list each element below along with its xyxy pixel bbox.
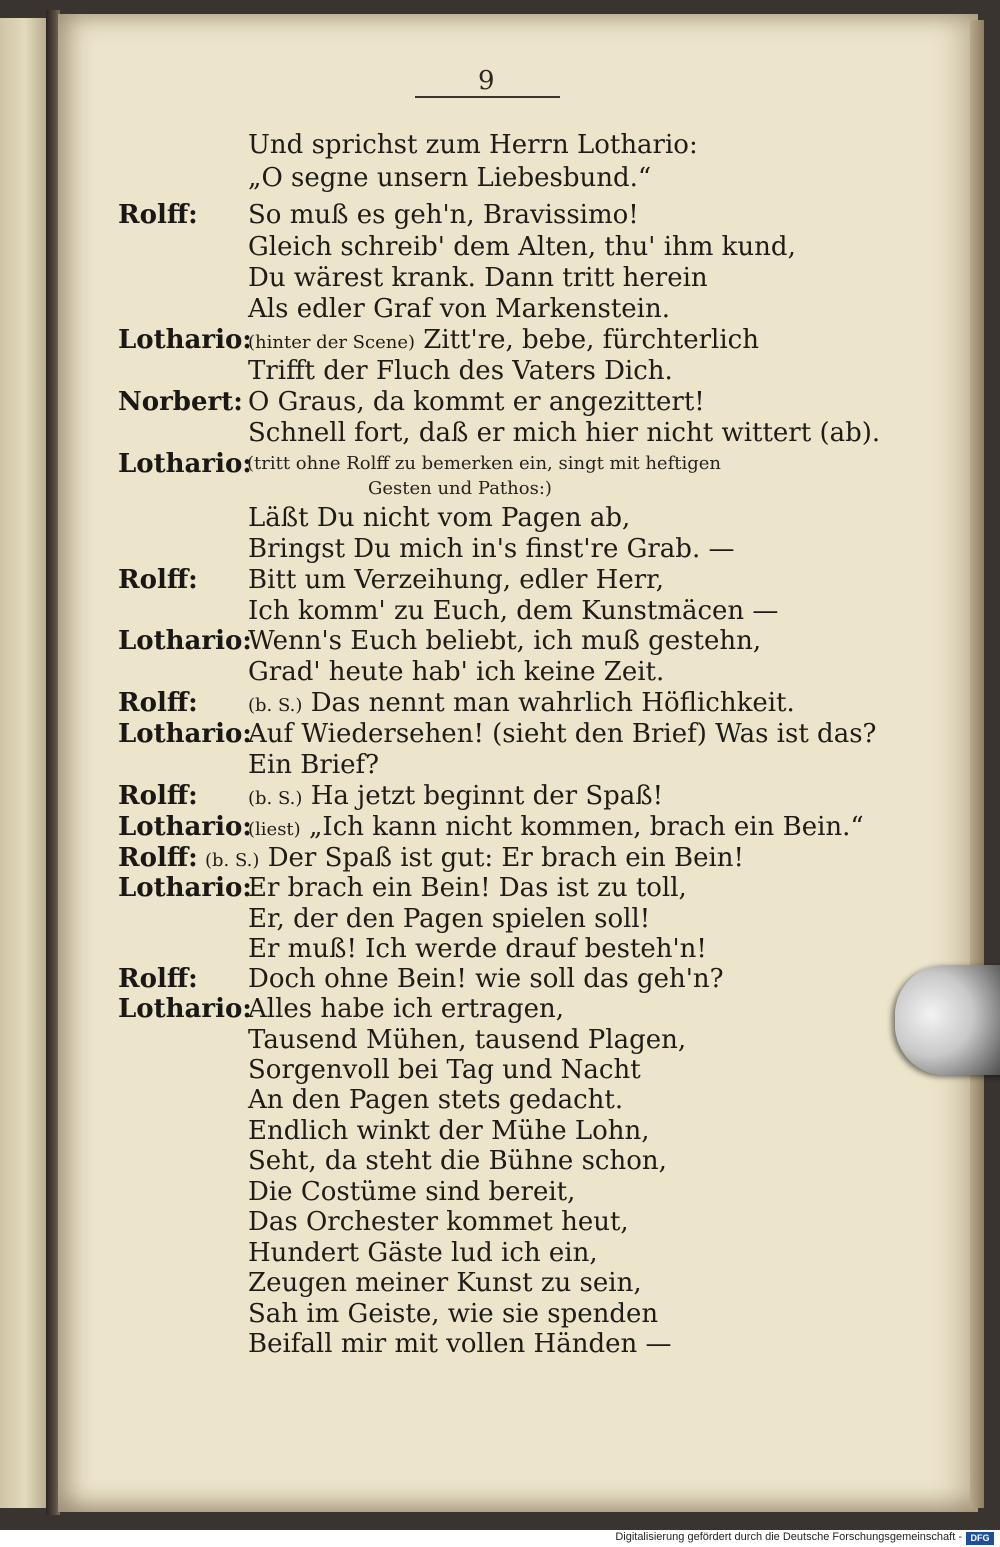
speaker-label: Lothario:	[118, 994, 252, 1024]
dfg-logo: DFG	[966, 1532, 994, 1545]
verse-line: Der Spaß ist gut: Er brach ein Bein!	[267, 843, 744, 873]
verse-line: Alles habe ich ertragen,	[248, 994, 565, 1024]
stage-direction: (b. S.)	[248, 788, 303, 809]
verse-line: „Ich kann nicht kommen, brach ein Bein.“	[308, 812, 864, 842]
speaker-label: Rolff:	[118, 565, 198, 595]
verse-line: Schnell fort, daß er mich hier nicht wittert (ab).	[248, 418, 881, 448]
verse-line: Seht, da steht die Bühne schon,	[248, 1146, 667, 1176]
speaker-label: Lothario:	[118, 449, 252, 479]
verse-line: Beifall mir mit vollen Händen —	[248, 1329, 672, 1359]
verse-line: Du wärest krank. Dann tritt herein	[248, 263, 708, 293]
verse-line: Trifft der Fluch des Vaters Dich.	[248, 356, 673, 386]
verse-line: Ha jetzt beginnt der Spaß!	[310, 781, 664, 811]
verse-line: Er, der den Pagen spielen soll!	[248, 904, 651, 934]
left-page-edge	[0, 18, 46, 1508]
speaker-label: Rolff:	[118, 781, 198, 811]
verse-line: Gleich schreib' dem Alten, thu' ihm kund,	[248, 232, 796, 262]
speaker-label: Rolff:	[118, 688, 198, 718]
stage-direction: (hinter der Scene)	[248, 332, 416, 353]
verse-line: Zitt're, bebe, fürchterlich	[423, 325, 759, 355]
verse-line: „O segne unsern Liebesbund.“	[248, 163, 652, 193]
stage-direction: (b. S.)	[205, 850, 260, 871]
header-rule	[415, 96, 560, 98]
stage-direction: (tritt ohne Rolff zu bemerken ein, singt mit heftigen	[247, 453, 721, 474]
verse-line: Endlich winkt der Mühe Lohn,	[248, 1116, 650, 1146]
speaker-label: Rolff:	[118, 200, 198, 230]
speaker-label: Rolff:	[118, 843, 198, 873]
verse-line: Bringst Du mich in's finst're Grab. —	[248, 534, 735, 564]
verse-line: Die Costüme sind bereit,	[248, 1177, 576, 1207]
verse-line: Zeugen meiner Kunst zu sein,	[248, 1268, 642, 1298]
verse-line: Bitt um Verzeihung, edler Herr,	[248, 565, 665, 595]
verse-line: Ich komm' zu Euch, dem Kunstmäcen —	[248, 596, 779, 626]
speaker-label: Lothario:	[118, 873, 252, 903]
verse-line: An den Pagen stets gedacht.	[248, 1085, 624, 1115]
verse-line: Das Orchester kommet heut,	[248, 1207, 629, 1237]
verse-line: Und sprichst zum Herrn Lothario:	[248, 130, 698, 160]
stage-direction: (b. S.)	[248, 695, 303, 716]
stage-direction: (liest)	[248, 819, 301, 840]
verse-line: Doch ohne Bein! wie soll das geh'n?	[248, 964, 724, 994]
verse-line: Er muß! Ich werde drauf besteh'n!	[248, 934, 707, 964]
verse-line: Tausend Mühen, tausend Plagen,	[248, 1025, 687, 1055]
verse-line: O Graus, da kommt er angezittert!	[248, 387, 705, 417]
verse-line: Wenn's Euch beliebt, ich muß gestehn,	[248, 626, 762, 656]
verse-line: Sorgenvoll bei Tag und Nacht	[248, 1055, 641, 1085]
book-clip-tab	[895, 965, 1000, 1075]
verse-line: Grad' heute hab' ich keine Zeit.	[248, 657, 665, 687]
speaker-label: Rolff:	[118, 964, 198, 994]
right-page-edge	[970, 20, 984, 1508]
verse-line: Läßt Du nicht vom Pagen ab,	[248, 503, 631, 533]
speaker-label: Lothario:	[118, 325, 252, 355]
verse-line: Hundert Gäste lud ich ein,	[248, 1238, 598, 1268]
verse-line: Das nennt man wahrlich Höflichkeit.	[310, 688, 795, 718]
speaker-label: Lothario:	[118, 719, 252, 749]
verse-line: So muß es geh'n, Bravissimo!	[248, 200, 639, 230]
footer-bar	[0, 1530, 1000, 1547]
speaker-label: Norbert:	[118, 387, 243, 417]
speaker-label: Lothario:	[118, 626, 252, 656]
verse-line: Sah im Geiste, wie sie spenden	[248, 1299, 659, 1329]
funding-credit: Digitalisierung gefördert durch die Deutsche Forschungsgemeinschaft -	[615, 1531, 962, 1543]
speaker-label: Lothario:	[118, 812, 252, 842]
stage-direction: Gesten und Pathos:)	[368, 478, 552, 499]
verse-line: Als edler Graf von Markenstein.	[248, 294, 671, 324]
verse-line: Ein Brief?	[248, 750, 380, 780]
page-number: 9	[478, 66, 495, 96]
verse-line: Er brach ein Bein! Das ist zu toll,	[248, 873, 687, 903]
verse-line: Auf Wiedersehen! (sieht den Brief) Was ist das?	[248, 719, 877, 749]
